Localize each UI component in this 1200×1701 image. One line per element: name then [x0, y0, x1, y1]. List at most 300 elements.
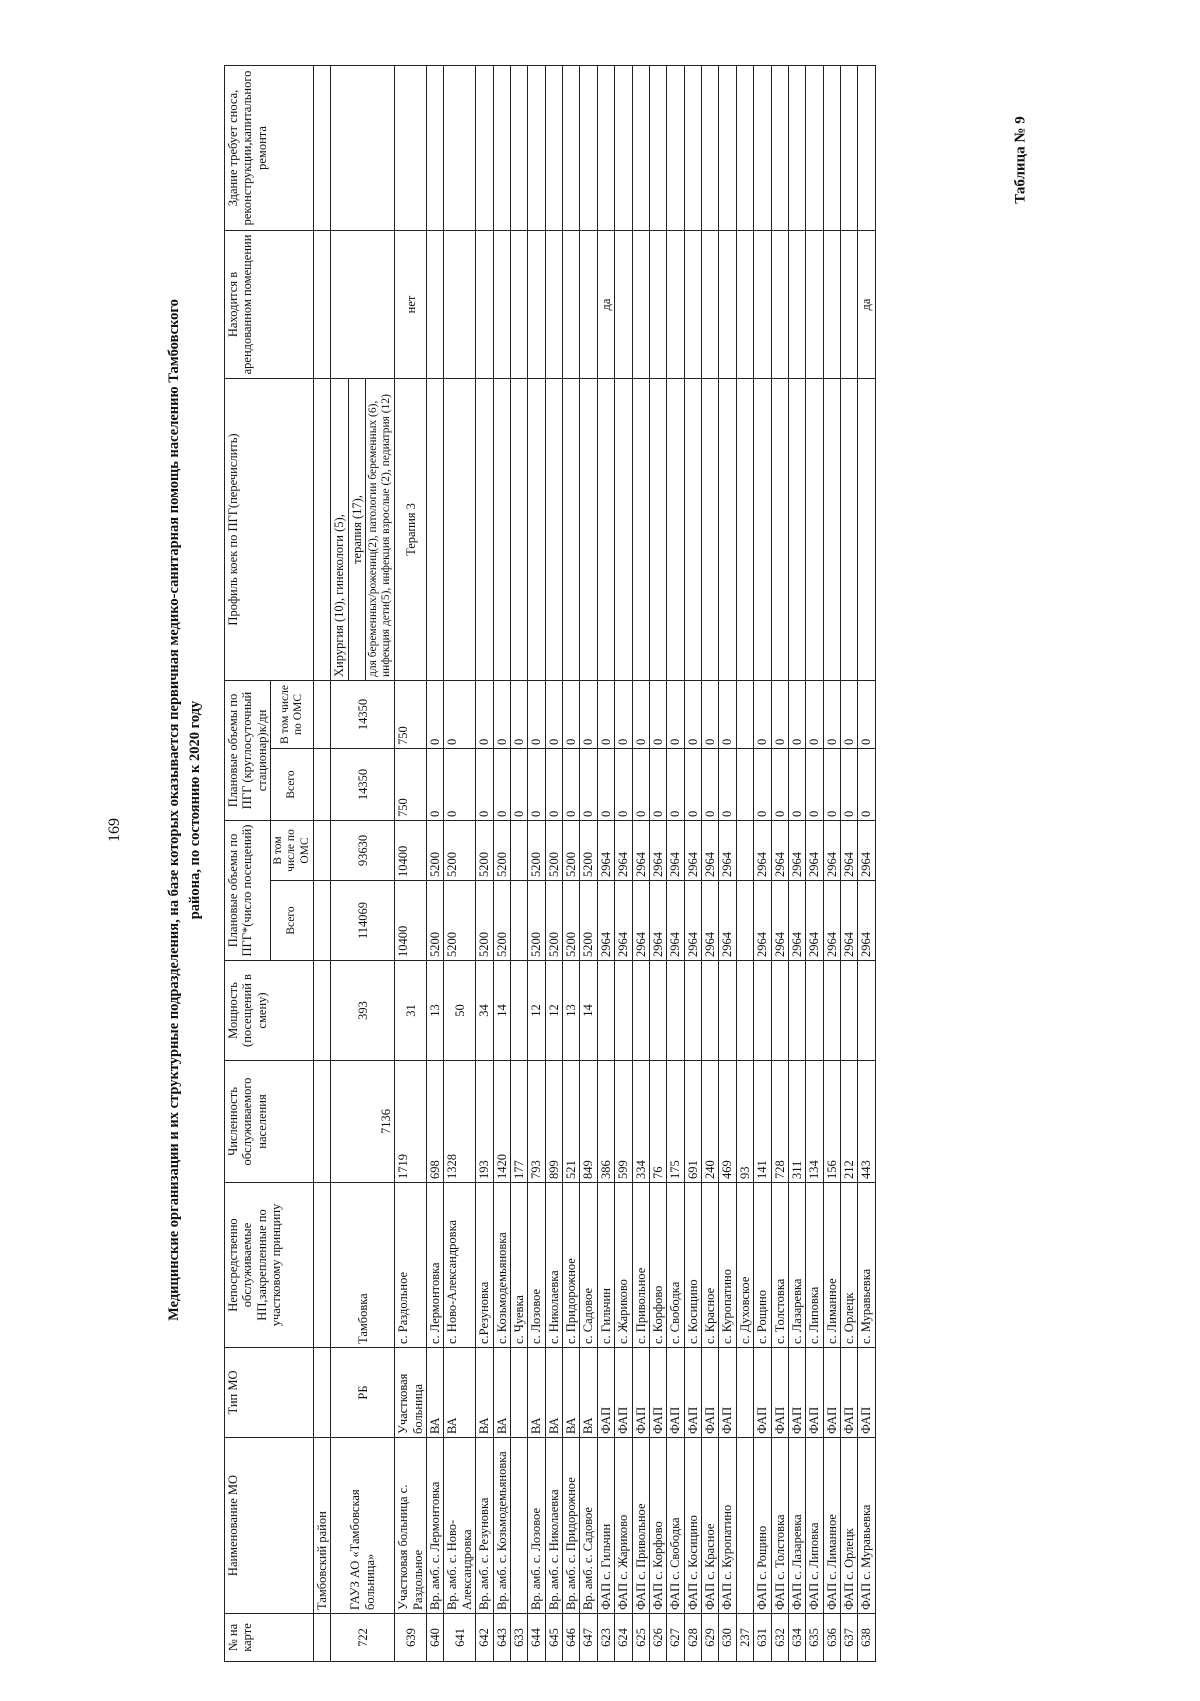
header-beds-oms: В том числе по ОМС [271, 680, 314, 748]
cell-population: 240 [702, 1061, 719, 1183]
cell-beds-total: 0 [615, 749, 632, 821]
cell-visits-oms: 2964 [788, 821, 805, 881]
cell-visits-total: 2964 [702, 881, 719, 961]
cell-beds-total [736, 749, 753, 821]
cell-np: с. Муравьевка [858, 1183, 875, 1348]
cell-np: с. Красное [702, 1183, 719, 1348]
cell-population: 193 [476, 1061, 493, 1183]
table-row [667, 65, 684, 1661]
table-row [858, 65, 875, 1661]
cell-beds-oms: 0 [597, 680, 614, 748]
cell-num: 636 [823, 1614, 840, 1662]
cell-name: ГАУЗ АО «Тамбовская больница» [331, 1438, 395, 1614]
cell-beds-oms: 0 [719, 680, 736, 748]
cell-repair [754, 65, 771, 230]
cell-rented [615, 230, 632, 378]
cell-profile [493, 378, 510, 680]
table-row [444, 65, 476, 1661]
cell-beds-oms: 0 [823, 680, 840, 748]
header-repair: Здание требует сноса, реконструкции,капитального ремонта [225, 65, 314, 230]
cell-repair [395, 65, 427, 230]
cell-name: ФАП с. Свободка [667, 1438, 684, 1614]
header-mo-type: Тип МО [225, 1348, 314, 1438]
cell-visits-oms: 5200 [580, 821, 597, 881]
cell-capacity [858, 961, 875, 1061]
cell-rented [667, 230, 684, 378]
table-row [395, 65, 427, 1661]
cell-capacity [771, 961, 788, 1061]
cell-type: ВА [545, 1348, 562, 1438]
cell-num: 623 [597, 1614, 614, 1662]
cell-repair [771, 65, 788, 230]
table-row [823, 65, 840, 1661]
cell-beds-total: 750 [395, 749, 427, 821]
cell-visits-total: 5200 [580, 881, 597, 961]
cell-visits-oms: 5200 [563, 821, 580, 881]
cell-visits-oms: 5200 [545, 821, 562, 881]
cell-rented: нет [395, 230, 427, 378]
cell-beds-oms: 0 [806, 680, 823, 748]
cell-beds-total: 0 [649, 749, 666, 821]
cell-visits-oms: 2964 [771, 821, 788, 881]
document-title [164, 110, 206, 1510]
cell-num: 639 [395, 1614, 427, 1662]
header-capacity: Мощность (посещений в смену) [225, 961, 314, 1061]
cell-beds-total: 0 [528, 749, 545, 821]
cell-repair [823, 65, 840, 230]
cell-repair [545, 65, 562, 230]
table-row [649, 65, 666, 1661]
cell-num: 633 [510, 1614, 527, 1662]
cell-visits-oms: 2964 [719, 821, 736, 881]
cell-num: 627 [667, 1614, 684, 1662]
cell-profile [476, 378, 493, 680]
header-map-number: № на карте [225, 1614, 314, 1662]
cell-capacity: 13 [427, 961, 444, 1061]
cell-profile [580, 378, 597, 680]
cell-rented [476, 230, 493, 378]
cell-profile [632, 378, 649, 680]
cell-capacity [736, 961, 753, 1061]
cell-repair [649, 65, 666, 230]
cell-visits-oms: 10400 [395, 821, 427, 881]
cell-population: 141 [754, 1061, 771, 1183]
cell-beds-oms: 0 [444, 680, 476, 748]
cell-num: 632 [771, 1614, 788, 1662]
cell-rented [719, 230, 736, 378]
cell-visits-total: 2964 [806, 881, 823, 961]
cell-population: 311 [788, 1061, 805, 1183]
cell-beds-total: 0 [841, 749, 858, 821]
cell-np: с. Лазаревка [788, 1183, 805, 1348]
cell-profile [649, 378, 666, 680]
main-org-row [331, 65, 395, 1661]
page-number: 169 [106, 818, 123, 842]
cell-capacity: 12 [528, 961, 545, 1061]
cell-name: ФАП с. Орлецк [841, 1438, 858, 1614]
cell-beds-oms: 0 [493, 680, 510, 748]
cell-name: ФАП с. Гильчин [597, 1438, 614, 1614]
cell-num: 628 [684, 1614, 701, 1662]
cell-capacity: 14 [580, 961, 597, 1061]
cell-np: с. Раздольное [395, 1183, 427, 1348]
cell-profile [444, 378, 476, 680]
cell-beds-total: 0 [427, 749, 444, 821]
cell-type: ВА [563, 1348, 580, 1438]
cell-beds-total: 0 [702, 749, 719, 821]
cell-visits-total: 114069 [331, 881, 395, 961]
cell-type: ФАП [858, 1348, 875, 1438]
cell-num: 626 [649, 1614, 666, 1662]
cell-visits-oms: 5200 [476, 821, 493, 881]
cell-repair [736, 65, 753, 230]
cell-np: с. Козьмодемьяновка [493, 1183, 510, 1348]
cell-visits-total: 2964 [597, 881, 614, 961]
cell-type: ФАП [788, 1348, 805, 1438]
cell-type: ФАП [632, 1348, 649, 1438]
cell-beds-oms: 0 [510, 680, 527, 748]
profile-line-1: Хирургия (10), гинекологи (5), [331, 379, 348, 680]
table-row [841, 65, 858, 1661]
cell-capacity [702, 961, 719, 1061]
cell-rented [702, 230, 719, 378]
cell-num: 625 [632, 1614, 649, 1662]
cell-rented [754, 230, 771, 378]
cell-visits-total: 10400 [395, 881, 427, 961]
cell-visits-oms: 2964 [649, 821, 666, 881]
cell-population: 728 [771, 1061, 788, 1183]
header-bed-profile: Профиль коек по ПГГ(перечислить) [225, 378, 314, 680]
cell-beds-total: 0 [771, 749, 788, 821]
cell-type: ФАП [806, 1348, 823, 1438]
cell-population: 7136 [331, 1061, 395, 1183]
table-row [615, 65, 632, 1661]
cell-capacity: 12 [545, 961, 562, 1061]
cell-population: 691 [684, 1061, 701, 1183]
cell-visits-oms: 2964 [702, 821, 719, 881]
cell-num: 646 [563, 1614, 580, 1662]
cell-rented [736, 230, 753, 378]
cell-np: с. Чуевка [510, 1183, 527, 1348]
cell-rented [444, 230, 476, 378]
cell-visits-total: 2964 [667, 881, 684, 961]
cell-name: ФАП с. Рощино [754, 1438, 771, 1614]
cell-beds-total: 0 [597, 749, 614, 821]
cell-type: ФАП [667, 1348, 684, 1438]
cell-beds-oms: 0 [476, 680, 493, 748]
cell-name: ФАП с. Лазаревка [788, 1438, 805, 1614]
title-line-1: Медицинские организации и их структурные подразделения, на базе которых оказывается первичная медико-санитарная помощь населению Тамбовского [165, 299, 182, 1321]
table-row [702, 65, 719, 1661]
cell-num: 644 [528, 1614, 545, 1662]
cell-name: ФАП с. Толстовка [771, 1438, 788, 1614]
cell-repair [444, 65, 476, 230]
cell-visits-total: 2964 [719, 881, 736, 961]
header-settlements: Непосредственно обслуживаемые НП,закрепленные по участковому принципу [225, 1183, 314, 1348]
cell-repair [493, 65, 510, 230]
cell-np: с. Куропатино [719, 1183, 736, 1348]
cell-visits-oms: 2964 [632, 821, 649, 881]
cell-rented [649, 230, 666, 378]
cell-profile [754, 378, 771, 680]
table-row [510, 65, 527, 1661]
cell-visits-total: 5200 [545, 881, 562, 961]
cell-visits-total: 2964 [788, 881, 805, 961]
cell-name: Вр. амб. с. Садовое [580, 1438, 597, 1614]
cell-beds-oms: 0 [754, 680, 771, 748]
cell-rented [493, 230, 510, 378]
table-row [788, 65, 805, 1661]
cell-population: 212 [841, 1061, 858, 1183]
cell-num: 624 [615, 1614, 632, 1662]
cell-name [736, 1438, 753, 1614]
cell-name: Вр. амб. с. Николаевка [545, 1438, 562, 1614]
cell-beds-oms: 0 [702, 680, 719, 748]
cell-beds-total: 0 [444, 749, 476, 821]
cell-capacity [597, 961, 614, 1061]
cell-visits-total: 5200 [493, 881, 510, 961]
cell-type: ВА [493, 1348, 510, 1438]
table-row [563, 65, 580, 1661]
cell-visits-total: 2964 [615, 881, 632, 961]
cell-rented [632, 230, 649, 378]
table-row [597, 65, 614, 1661]
cell-beds-oms: 14350 [331, 680, 395, 748]
cell-repair [580, 65, 597, 230]
cell-visits-total: 2964 [771, 881, 788, 961]
cell-name: Вр. амб. с. Ново-Александровка [444, 1438, 476, 1614]
table-row [719, 65, 736, 1661]
cell-profile [806, 378, 823, 680]
cell-repair [702, 65, 719, 230]
cell-profile [771, 378, 788, 680]
cell-name: ФАП с. Привольное [632, 1438, 649, 1614]
cell-type: ФАП [684, 1348, 701, 1438]
cell-beds-oms: 0 [667, 680, 684, 748]
cell-visits-oms: 2964 [754, 821, 771, 881]
cell-beds-total: 0 [632, 749, 649, 821]
cell-name: ФАП с. Красное [702, 1438, 719, 1614]
cell-type: ФАП [702, 1348, 719, 1438]
header-rented: Находится в арендованном помещении [225, 230, 314, 378]
cell-type: ФАП [649, 1348, 666, 1438]
cell-np: с. Орлецк [841, 1183, 858, 1348]
cell-repair [427, 65, 444, 230]
cell-profile [510, 378, 527, 680]
cell-rented [823, 230, 840, 378]
cell-profile [858, 378, 875, 680]
cell-capacity [754, 961, 771, 1061]
cell-rented [684, 230, 701, 378]
cell-repair [719, 65, 736, 230]
cell-visits-total: 5200 [563, 881, 580, 961]
cell-population: 1719 [395, 1061, 427, 1183]
cell-capacity: 393 [331, 961, 395, 1061]
cell-type [510, 1348, 527, 1438]
cell-profile [597, 378, 614, 680]
cell-capacity [649, 961, 666, 1061]
cell-np: с. Гильчин [597, 1183, 614, 1348]
cell-beds-total: 0 [545, 749, 562, 821]
cell-bed-profile [331, 378, 395, 680]
district-row [313, 65, 330, 1661]
cell-visits-total: 5200 [476, 881, 493, 961]
cell-visits-total: 2964 [684, 881, 701, 961]
table-row [545, 65, 562, 1661]
cell-population: 521 [563, 1061, 580, 1183]
cell-capacity [667, 961, 684, 1061]
cell-visits-total: 2964 [841, 881, 858, 961]
cell-profile [667, 378, 684, 680]
cell-name: ФАП с. Муравьевка [858, 1438, 875, 1614]
cell-num: 237 [736, 1614, 753, 1662]
cell-profile [427, 378, 444, 680]
cell-num: 635 [806, 1614, 823, 1662]
cell-beds-oms: 750 [395, 680, 427, 748]
table-row [754, 65, 771, 1661]
cell-type: ФАП [754, 1348, 771, 1438]
cell-profile [615, 378, 632, 680]
cell-rented [528, 230, 545, 378]
cell-name: ФАП с. Лиманное [823, 1438, 840, 1614]
cell-num: 641 [444, 1614, 476, 1662]
cell-visits-total: 5200 [528, 881, 545, 961]
cell-repair [563, 65, 580, 230]
cell-visits-oms: 5200 [427, 821, 444, 881]
cell-capacity: 50 [444, 961, 476, 1061]
cell-name: Вр. амб. с. Козьмодемьяновка [493, 1438, 510, 1614]
header-visits-oms: В том числе по ОМС [271, 821, 314, 881]
cell-np: с. Жариково [615, 1183, 632, 1348]
cell-visits-total: 2964 [823, 881, 840, 961]
cell-beds-total: 0 [719, 749, 736, 821]
cell-np: с. Николаевка [545, 1183, 562, 1348]
cell-population: 93 [736, 1061, 753, 1183]
table-row [427, 65, 444, 1661]
cell-name: Участковая больница с. Раздольное [395, 1438, 427, 1614]
table-label: Таблица № 9 [1012, 116, 1029, 204]
cell-profile [823, 378, 840, 680]
table-row [736, 65, 753, 1661]
cell-beds-oms: 0 [649, 680, 666, 748]
cell-name: Вр. амб. с. Резуновка [476, 1438, 493, 1614]
cell-capacity [632, 961, 649, 1061]
cell-beds-oms: 0 [788, 680, 805, 748]
cell-type: ВА [580, 1348, 597, 1438]
cell-np: с. Придорожное [563, 1183, 580, 1348]
cell-capacity [823, 961, 840, 1061]
cell-np: с. Лиманное [823, 1183, 840, 1348]
cell-beds-oms [736, 680, 753, 748]
cell-capacity: 14 [493, 961, 510, 1061]
cell-visits-oms: 2964 [615, 821, 632, 881]
cell-beds-total: 0 [754, 749, 771, 821]
cell-beds-oms: 0 [684, 680, 701, 748]
cell-rented [771, 230, 788, 378]
cell-type: ВА [528, 1348, 545, 1438]
cell-num: 722 [331, 1614, 395, 1662]
cell-rented [841, 230, 858, 378]
cell-beds-oms: 0 [841, 680, 858, 748]
cell-visits-oms: 2964 [841, 821, 858, 881]
cell-beds-total: 0 [580, 749, 597, 821]
cell-profile [545, 378, 562, 680]
cell-type: ФАП [771, 1348, 788, 1438]
cell-type: ВА [444, 1348, 476, 1438]
cell-np: с. Лермонтовка [427, 1183, 444, 1348]
cell-name: Вр. амб. с. Придорожное [563, 1438, 580, 1614]
table-row [806, 65, 823, 1661]
cell-population: 156 [823, 1061, 840, 1183]
profile-line-3: для беременных/рожениц(2), патологии беременных (6), инфекция дети(5), инфекция взрослые (2), педиатрия (12) [366, 394, 393, 677]
cell-rented [806, 230, 823, 378]
cell-num: 645 [545, 1614, 562, 1662]
cell-visits-oms [510, 821, 527, 881]
cell-visits-oms: 93630 [331, 821, 395, 881]
cell-type: ФАП [597, 1348, 614, 1438]
cell-np: с. Привольное [632, 1183, 649, 1348]
cell-type: ФАП [823, 1348, 840, 1438]
cell-num: 634 [788, 1614, 805, 1662]
cell-num: 643 [493, 1614, 510, 1662]
cell-visits-oms: 2964 [667, 821, 684, 881]
table-header [225, 65, 314, 1661]
cell-num: 630 [719, 1614, 736, 1662]
cell-name: ФАП с. Жариково [615, 1438, 632, 1614]
cell-np: с. Ново-Александровка [444, 1183, 476, 1348]
cell-beds-total: 0 [510, 749, 527, 821]
table-container [224, 66, 960, 1662]
medical-organizations-table [224, 65, 876, 1662]
cell-np: с. Духовское [736, 1183, 753, 1348]
cell-rented [510, 230, 527, 378]
cell-visits-total: 5200 [427, 881, 444, 961]
cell-population: 793 [528, 1061, 545, 1183]
cell-rented: да [858, 230, 875, 378]
cell-beds-total: 0 [563, 749, 580, 821]
cell-np: Тамбовка [331, 1183, 395, 1348]
cell-rented [563, 230, 580, 378]
cell-num: 640 [427, 1614, 444, 1662]
cell-population: 698 [427, 1061, 444, 1183]
cell-beds-oms: 0 [632, 680, 649, 748]
cell-beds-oms: 0 [427, 680, 444, 748]
cell-capacity [684, 961, 701, 1061]
cell-repair [841, 65, 858, 230]
cell-np: с. Косицино [684, 1183, 701, 1348]
cell-visits-oms [736, 821, 753, 881]
cell-beds-total: 0 [823, 749, 840, 821]
cell-name: ФАП с. Косицино [684, 1438, 701, 1614]
cell-np: с. Лозовое [528, 1183, 545, 1348]
header-beds: Плановые объемы по ПГГ (круглосуточный стационар)к/дн [225, 680, 271, 820]
cell-population: 76 [649, 1061, 666, 1183]
cell-beds-oms: 0 [580, 680, 597, 748]
header-beds-total: Всего [271, 749, 314, 821]
cell-population: 443 [858, 1061, 875, 1183]
cell-num: 638 [858, 1614, 875, 1662]
cell-profile [788, 378, 805, 680]
cell-profile [684, 378, 701, 680]
cell-visits-total: 5200 [444, 881, 476, 961]
cell-np: с.Резуновка [476, 1183, 493, 1348]
cell-repair [476, 65, 493, 230]
cell-repair [597, 65, 614, 230]
cell-repair [510, 65, 527, 230]
cell-capacity [615, 961, 632, 1061]
cell-beds-total: 0 [806, 749, 823, 821]
cell-repair [615, 65, 632, 230]
